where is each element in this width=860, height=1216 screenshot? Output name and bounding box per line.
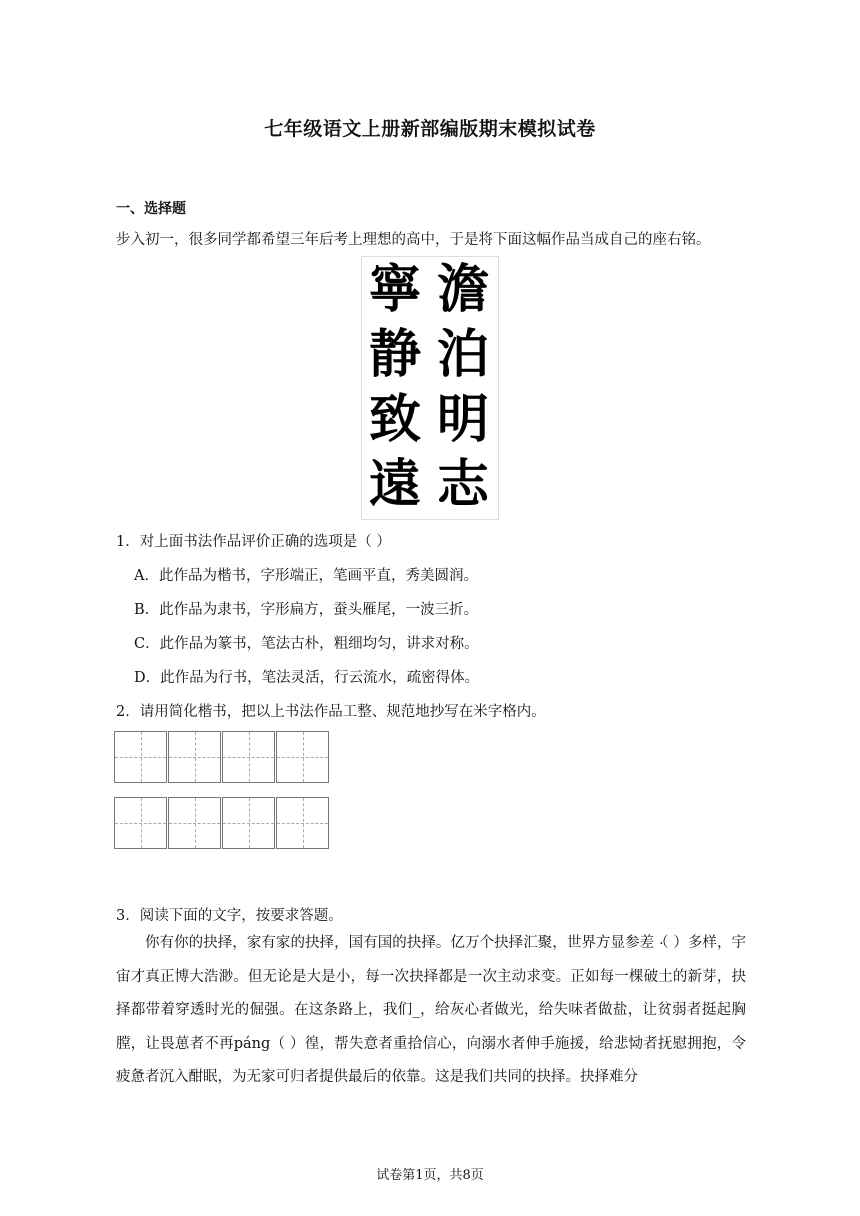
calligraphy-char: 遠 bbox=[368, 454, 421, 515]
calligraphy-right-column bbox=[430, 257, 496, 517]
writing-grid-cell[interactable] bbox=[222, 797, 275, 849]
calligraphy-char: 明 bbox=[436, 389, 489, 450]
passage-paragraph bbox=[116, 927, 746, 1095]
passage-text-start: 你有你的抉择，家有家的抉择，国有国的抉择。亿万个抉择汇聚，世界方显参 bbox=[145, 935, 640, 951]
writing-grid-cell[interactable] bbox=[222, 731, 275, 783]
section-heading: 一、选择题 bbox=[116, 201, 186, 217]
dotted-character: 差 · bbox=[640, 935, 655, 951]
intro-text: 步入初一，很多同学都希望三年后考上理想的高中，于是将下面这幅作品当成自己的座右铭。 bbox=[116, 232, 711, 248]
question-3-passage bbox=[116, 927, 746, 1095]
calligraphy-char: 寧 bbox=[368, 259, 421, 320]
passage-text-end: （ ）多样，宇宙才真正博大浩渺。但无论是大是小，每一次抉择都是一次主动求变。正如每一棵破土的新芽，抉择都带着穿透时光的倔强。在这条路上，我们_，给灰心者做光，给失味者做盐，让贫弱者挺起胸膛，让畏葸者不再páng（ ）徨，帮失意者重拾信心，向溺水者伸手施援，给悲恸者抚慰拥抱，令疲惫者沉入酣眠，为无家可归者提供最后的依靠。这是我们共同的抉择。抉择难分 bbox=[116, 935, 747, 1085]
calligraphy-char: 静 bbox=[368, 324, 421, 385]
page-title: 七年级语文上册新部编版期末模拟试卷 bbox=[264, 118, 596, 140]
calligraphy-char: 致 bbox=[368, 389, 421, 450]
writing-grid-row-2 bbox=[114, 797, 330, 851]
writing-grid-cell[interactable] bbox=[276, 731, 329, 783]
calligraphy-char: 澹 bbox=[436, 259, 489, 320]
question-1-stem: 1．对上面书法作品评价正确的选项是（ ） bbox=[116, 534, 391, 550]
writing-grid-cell[interactable] bbox=[168, 731, 221, 783]
question-1-option-d[interactable]: D．此作品为行书，笔法灵活，行云流水，疏密得体。 bbox=[134, 670, 480, 686]
question-1-option-b[interactable]: B．此作品为隶书，字形扁方，蚕头雁尾，一波三折。 bbox=[134, 602, 479, 618]
writing-grid-row-1 bbox=[114, 731, 330, 785]
question-1-option-c[interactable]: C．此作品为篆书，笔法古朴，粗细均匀，讲求对称。 bbox=[134, 636, 479, 652]
calligraphy-char: 泊 bbox=[436, 324, 489, 385]
writing-grid-cell[interactable] bbox=[276, 797, 329, 849]
question-3-stem: 3．阅读下面的文字，按要求答题。 bbox=[116, 908, 343, 924]
writing-grid-cell[interactable] bbox=[114, 731, 167, 783]
calligraphy-char: 志 bbox=[436, 454, 489, 515]
calligraphy-left-column bbox=[362, 257, 428, 517]
writing-grid-cell[interactable] bbox=[168, 797, 221, 849]
question-2-stem: 2．请用简化楷书，把以上书法作品工整、规范地抄写在米字格内。 bbox=[116, 704, 546, 720]
question-1-option-a[interactable]: A．此作品为楷书，字形端正，笔画平直，秀美圆润。 bbox=[134, 568, 478, 584]
calligraphy-artwork bbox=[361, 256, 499, 520]
page-footer: 试卷第1页，共8页 bbox=[376, 1168, 484, 1183]
writing-grid-cell[interactable] bbox=[114, 797, 167, 849]
